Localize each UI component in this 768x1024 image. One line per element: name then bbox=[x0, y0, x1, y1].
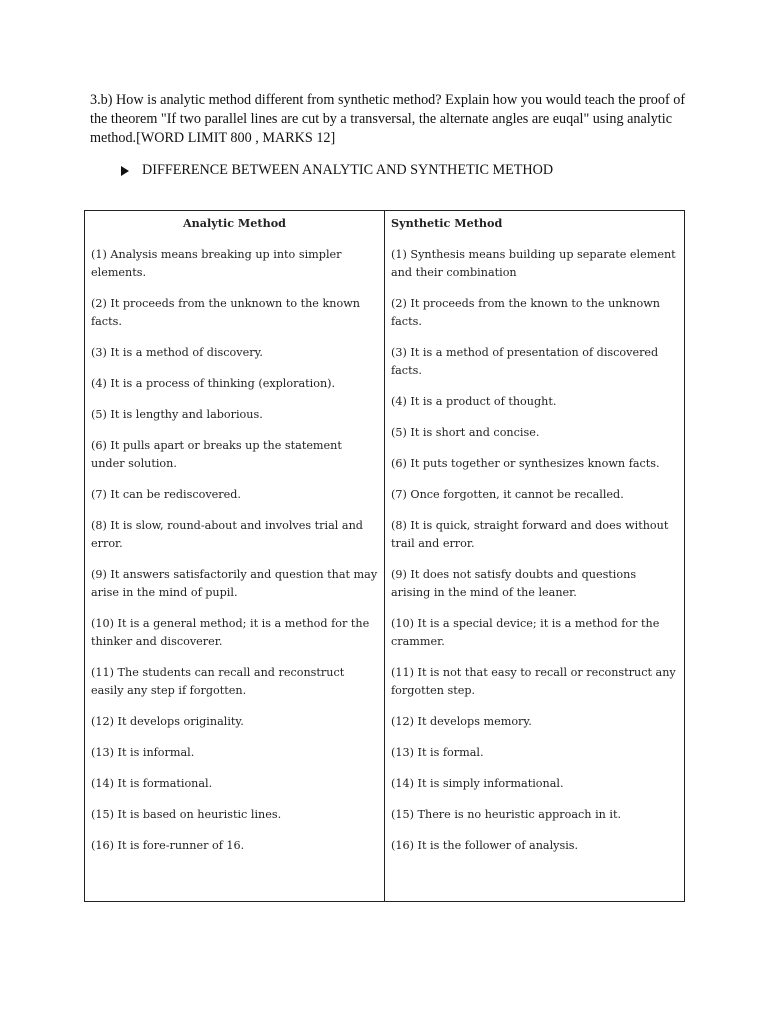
analytic-items-list bbox=[91, 246, 378, 855]
synthetic-item: (9) It does not satisfy doubts and questions arising in the mind of the leaner. bbox=[391, 568, 637, 599]
synthetic-item: (12) It develops memory. bbox=[391, 715, 532, 728]
analytic-item: (11) The students can recall and reconstruct easily any step if forgotten. bbox=[91, 666, 345, 697]
analytic-item: (7) It can be rediscovered. bbox=[91, 488, 241, 501]
analytic-item: (5) It is lengthy and laborious. bbox=[91, 408, 263, 421]
synthetic-item: (3) It is a method of presentation of discovered facts. bbox=[391, 346, 659, 377]
synthetic-item: (1) Synthesis means building up separate element and their combination bbox=[391, 248, 676, 279]
synthetic-item: (11) It is not that easy to recall or reconstruct any forgotten step. bbox=[391, 666, 676, 697]
synthetic-item: (4) It is a product of thought. bbox=[391, 395, 557, 408]
synthetic-item: (14) It is simply informational. bbox=[391, 777, 564, 790]
synthetic-items-list bbox=[391, 246, 678, 855]
synthetic-column bbox=[385, 211, 684, 901]
arrow-bullet-icon bbox=[121, 166, 129, 176]
analytic-item: (13) It is informal. bbox=[91, 746, 195, 759]
analytic-item: (10) It is a general method; it is a method for the thinker and discoverer. bbox=[91, 617, 370, 648]
analytic-column bbox=[85, 211, 385, 901]
section-heading-text: DIFFERENCE BETWEEN ANALYTIC AND SYNTHETIC METHOD bbox=[142, 162, 554, 178]
synthetic-item: (15) There is no heuristic approach in it. bbox=[391, 808, 622, 821]
analytic-item: (12) It develops originality. bbox=[91, 715, 244, 728]
synthetic-item: (7) Once forgotten, it cannot be recalled. bbox=[391, 488, 624, 501]
question-text: 3.b) How is analytic method different from synthetic method? Explain how you would teach the proof of the theorem "If two parallel lines are cut by a transversal, the alternate angles are euqal" using analytic method.[WORD LIMIT 800 , MARKS 12] bbox=[90, 92, 686, 146]
analytic-item: (3) It is a method of discovery. bbox=[91, 346, 263, 359]
analytic-item: (9) It answers satisfactorily and question that may arise in the mind of pupil. bbox=[91, 568, 378, 599]
synthetic-item: (6) It puts together or synthesizes known facts. bbox=[391, 457, 660, 470]
comparison-table bbox=[84, 210, 685, 902]
synthetic-item: (16) It is the follower of analysis. bbox=[391, 839, 579, 852]
synthetic-item: (13) It is formal. bbox=[391, 746, 484, 759]
analytic-item: (1) Analysis means breaking up into simpler elements. bbox=[91, 248, 342, 279]
synthetic-item: (2) It proceeds from the known to the unknown facts. bbox=[391, 297, 660, 328]
synthetic-item: (8) It is quick, straight forward and does without trail and error. bbox=[391, 519, 669, 550]
analytic-item: (8) It is slow, round-about and involves trial and error. bbox=[91, 519, 363, 550]
synthetic-item: (5) It is short and concise. bbox=[391, 426, 540, 439]
synthetic-column-header: Synthetic Method bbox=[391, 216, 503, 230]
analytic-item: (14) It is formational. bbox=[91, 777, 213, 790]
synthetic-item: (10) It is a special device; it is a method for the crammer. bbox=[391, 617, 660, 648]
analytic-item: (16) It is fore-runner of 16. bbox=[91, 839, 245, 852]
analytic-item: (4) It is a process of thinking (exploration). bbox=[91, 377, 336, 390]
analytic-item: (6) It pulls apart or breaks up the statement under solution. bbox=[91, 439, 342, 470]
analytic-item: (15) It is based on heuristic lines. bbox=[91, 808, 282, 821]
section-heading bbox=[121, 161, 721, 180]
analytic-item: (2) It proceeds from the unknown to the known facts. bbox=[91, 297, 360, 328]
analytic-column-header: Analytic Method bbox=[182, 216, 287, 230]
